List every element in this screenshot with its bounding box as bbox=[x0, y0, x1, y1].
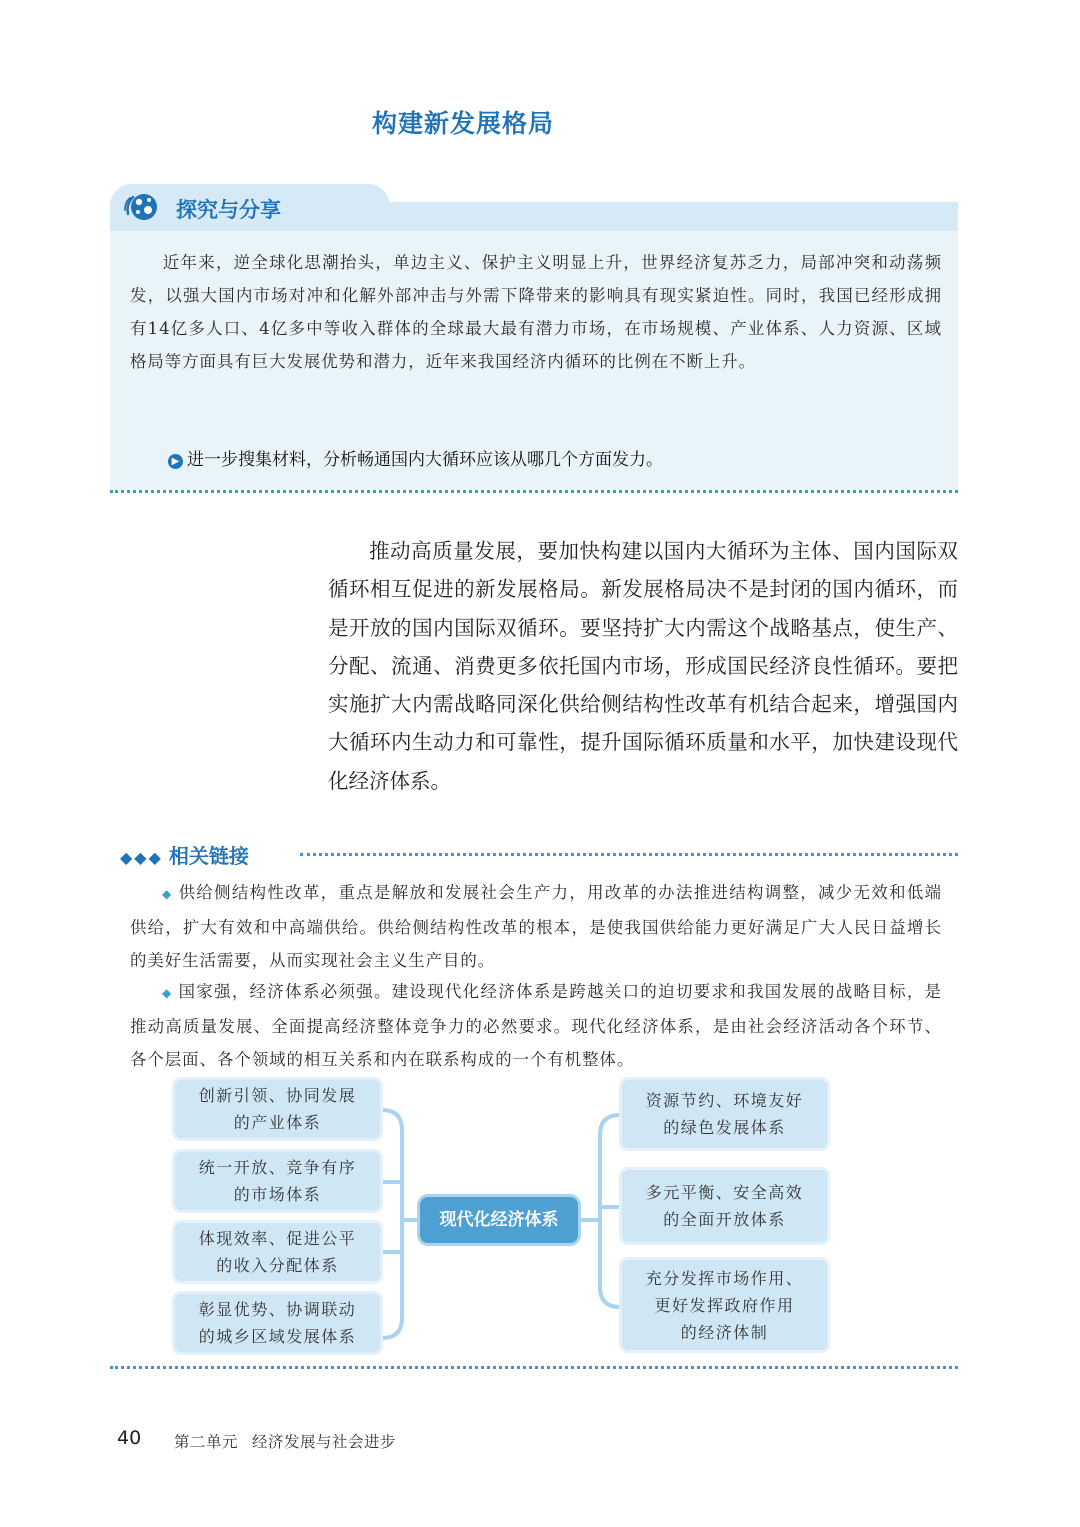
box-line: 统一开放、竞争有序 bbox=[198, 1158, 357, 1177]
left-box bbox=[175, 1223, 380, 1281]
center-box: 现代化经济体系 bbox=[420, 1197, 578, 1243]
related-links-label: 相关链接 bbox=[168, 844, 249, 868]
unit-number: 第二单元 bbox=[174, 1433, 239, 1451]
box-line: 彰显优势、协调联动 bbox=[198, 1300, 357, 1319]
box-line: 的市场体系 bbox=[233, 1185, 322, 1204]
box-line: 的产业体系 bbox=[233, 1113, 322, 1132]
explore-question-text: 进一步搜集材料，分析畅通国内大循环应该从哪几个方面发力。 bbox=[187, 450, 663, 470]
related-link-text: 国家强，经济体系必须强。建设现代化经济体系是跨越关口的迫切要求和我国发展的战略目标，是推动高质量发展、全面提高经济整体竞争力的必然要求。现代化经济体系，是由社会经济活动各个环节、各个层面、各个领域的相互关系和内在联系构成的一个有机整体。 bbox=[130, 982, 943, 1069]
box-line: 的绿色发展体系 bbox=[663, 1118, 786, 1137]
main-paragraph: 推动高质量发展，要加快构建以国内大循环为主体、国内国际双循环相互促进的新发展格局。新发展格局决不是封闭的国内循环，而是开放的国内国际双循环。要坚持扩大内需这个战略基点，使生产、分配、流通、消费更多依托国内市场，形成国民经济良性循环。要把实施扩大内需战略同深化供给侧结构性改革有机结合起来，增强国内大循环内生动力和可靠性，提升国际循环质量和水平，加快建设现代化经济体系。 bbox=[328, 539, 958, 793]
box-line: 的全面开放体系 bbox=[663, 1210, 786, 1229]
left-box bbox=[175, 1294, 380, 1352]
box-line: 充分发挥市场作用、 bbox=[645, 1268, 804, 1288]
diamond-bullet-icon: ◆ bbox=[162, 887, 173, 901]
box-line: 的经济体制 bbox=[680, 1322, 769, 1342]
unit-title bbox=[174, 1430, 410, 1452]
right-box bbox=[622, 1170, 827, 1242]
box-line: 的城乡区域发展体系 bbox=[198, 1327, 357, 1346]
page-number: 40 bbox=[117, 1427, 142, 1449]
arrow-right-icon: ▶ bbox=[168, 454, 183, 469]
related-link-text: 供给侧结构性改革，重点是解放和发展社会生产力，用改革的办法推进结构调整，减少无效和低端供给，扩大有效和中高端供给。供给侧结构性改革的根本，是使我国供给能力更好满足广大人民日益增长的美好生活需要，从而实现社会主义生产目的。 bbox=[130, 883, 943, 970]
box-line: 的收入分配体系 bbox=[216, 1256, 339, 1275]
unit-name: 经济发展与社会进步 bbox=[252, 1433, 397, 1451]
diamond-bullet-icon: ◆ bbox=[162, 986, 173, 1000]
left-box bbox=[175, 1080, 380, 1138]
box-line: 更好发挥政府作用 bbox=[654, 1295, 795, 1315]
right-box bbox=[622, 1260, 827, 1350]
explore-label: 探究与分享 bbox=[176, 198, 281, 222]
box-line: 创新引领、协同发展 bbox=[198, 1086, 357, 1105]
diamond-icons: ◆◆◆ bbox=[120, 848, 163, 867]
box-line: 多元平衡、安全高效 bbox=[645, 1183, 804, 1202]
box-line: 资源节约、环境友好 bbox=[645, 1091, 804, 1110]
section-title: 构建新发展格局 bbox=[372, 109, 555, 138]
left-box bbox=[175, 1152, 380, 1210]
right-box bbox=[622, 1080, 827, 1148]
box-line: 体现效率、促进公平 bbox=[198, 1229, 357, 1248]
explore-paragraph: 近年来，逆全球化思潮抬头，单边主义、保护主义明显上升，世界经济复苏乏力，局部冲突和动荡频发，以强大国内市场对冲和化解外部冲击与外需下降带来的影响具有现实紧迫性。同时，我国已经形成拥有14亿多人口、4亿多中等收入群体的全球最大最有潜力市场，在市场规模、产业体系、人力资源、区域格局等方面具有巨大发展优势和潜力，近年来我国经济内循环的比例在不断上升。 bbox=[130, 253, 942, 371]
bottom-divider bbox=[110, 1366, 958, 1369]
